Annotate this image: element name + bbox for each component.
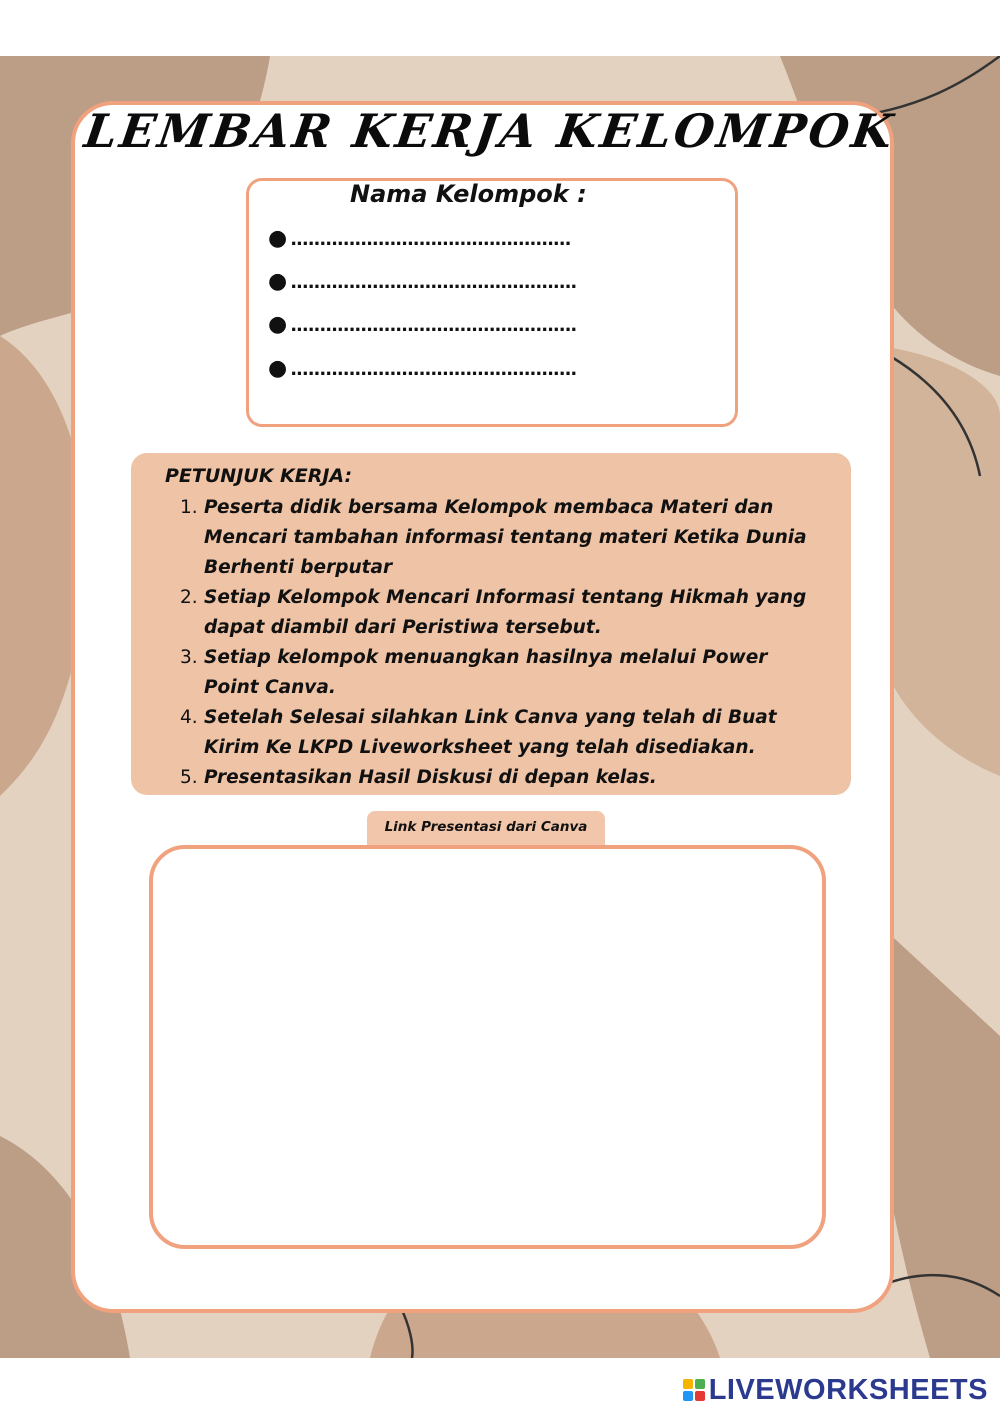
liveworksheets-brand	[683, 1373, 988, 1407]
bullet-icon: ●	[268, 269, 287, 294]
group-member-line-3[interactable]	[268, 312, 576, 337]
bullet-icon: ●	[268, 356, 287, 381]
canva-link-answer-box[interactable]	[149, 845, 826, 1249]
instructions-heading: PETUNJUK KERJA:	[165, 465, 353, 487]
instruction-text: Peserta didik bersama Kelompok membaca Materi dan Mencari tambahan informasi tentang materi Ketika Dunia Berhenti berputar	[204, 497, 807, 578]
instruction-number: 5.	[180, 767, 198, 788]
group-name-label: Nama Kelompok :	[350, 180, 587, 208]
instruction-number: 2.	[180, 587, 198, 608]
instruction-number: 1.	[180, 497, 198, 518]
instruction-item	[180, 763, 820, 793]
group-member-line-1[interactable]	[268, 226, 570, 251]
group-member-dots: .................................................	[290, 359, 577, 380]
instruction-number: 4.	[180, 707, 198, 728]
instruction-item	[180, 583, 820, 643]
instructions-list	[180, 493, 820, 793]
group-member-dots: .................................................	[290, 315, 577, 336]
instruction-text: Setiap kelompok menuangkan hasilnya melalui Power Point Canva.	[204, 647, 768, 698]
group-member-dots: .................................................	[290, 272, 577, 293]
link-section-label: Link Presentasi dari Canva	[367, 811, 605, 847]
instruction-text: Presentasikan Hasil Diskusi di depan kelas.	[204, 767, 657, 788]
instruction-item	[180, 703, 820, 763]
group-member-line-2[interactable]	[268, 269, 576, 294]
liveworksheets-logo-icon	[683, 1379, 705, 1401]
instruction-item	[180, 493, 820, 583]
instruction-text: Setelah Selesai silahkan Link Canva yang telah di Buat Kirim Ke LKPD Liveworksheet yang telah disediakan.	[204, 707, 777, 758]
group-member-line-4[interactable]	[268, 356, 576, 381]
bullet-icon: ●	[268, 312, 287, 337]
group-names-box	[246, 178, 738, 427]
instruction-number: 3.	[180, 647, 198, 668]
page-title: LEMBAR KERJA KELOMPOK	[81, 104, 899, 158]
instruction-text: Setiap Kelompok Mencari Informasi tentang Hikmah yang dapat diambil dari Peristiwa tersebut.	[204, 587, 807, 638]
brand-name: LIVEWORKSHEETS	[708, 1373, 988, 1406]
instruction-item	[180, 643, 820, 703]
group-member-dots: ................................................	[290, 229, 571, 250]
bullet-icon: ●	[268, 226, 287, 251]
